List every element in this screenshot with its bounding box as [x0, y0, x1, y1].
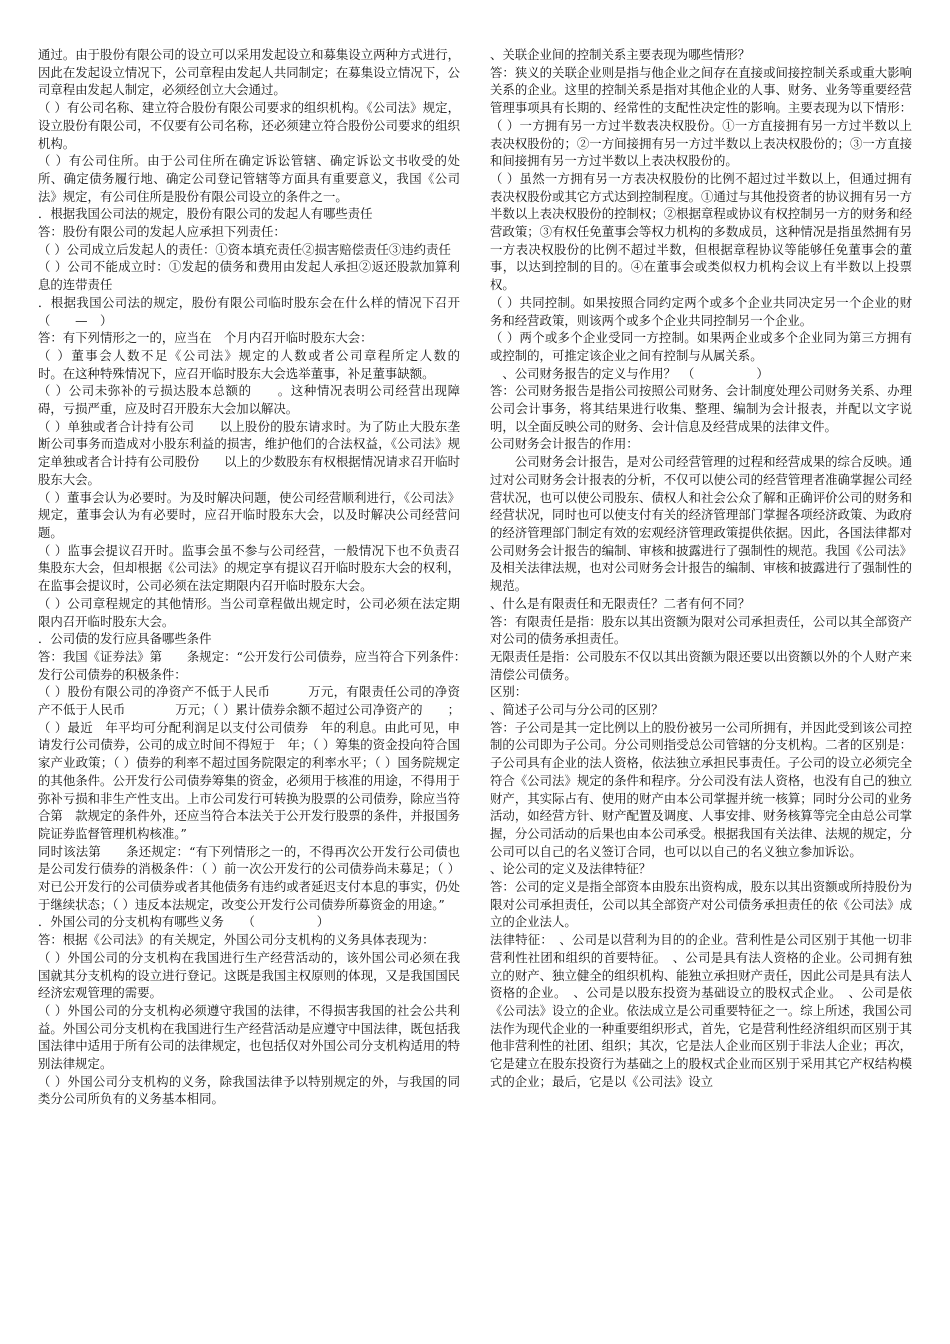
paragraph: 公司财务会计报告的作用： [490, 436, 639, 452]
paragraph: （ ）公司章程规定的其他情形。当公司章程做出规定时，公司必须在法定期限内召开临时股东大会。 [38, 595, 460, 629]
question-heading: ．根据我国公司法的规定，股份有限公司临时股东会在什么样的情况下召开 （ — ） [38, 294, 460, 328]
answer-paragraph: 答：股份有限公司的发起人应承担下列责任： [38, 224, 286, 240]
paragraph: （ ）公司成立后发起人的责任：①资本填充责任②损害赔偿责任③违约责任 [38, 241, 451, 257]
left-column [38, 46, 485, 1324]
paragraph: 公司财务会计报告，是对公司经营管理的过程和经营成果的综合反映。通过对公司财务会计报表的分析，不仅可以使公司的经营管理者准确掌握公司经营状况，也可以使公司股东、债权人和社会公众了解和正确评价公司的财务和经营状况，同时也可以使支付有关的经济管理部门掌握各项经济政策、为政府的经济管理部门制定有效的宏观经济管理政策提供依据。因此，各国法律都对公司财务会计报告的编制、审核和披露进行了强制性的规范。我国《公司法》及相关法律法规，也对公司财务会计报告的编制、审核和披露进行了强制性的规范。 [490, 454, 912, 594]
answer-paragraph: 答：有限责任是指：股东以其出资额为限对公司承担责任，公司以其全部资产对公司的债务承担责任。 [490, 613, 912, 647]
paragraph: （ ）有公司住所。由于公司住所在确定诉讼管辖、确定诉讼文书收受的处所、确定债务履行地、确定公司登记管辖等方面具有重要意义，我国《公司法》规定，有公司住所是股份有限公司设立的条件之一。 [38, 153, 460, 204]
question-heading: 、论公司的定义及法律特征？ [490, 861, 652, 877]
answer-paragraph: 答：狭义的关联企业则是指与他企业之间存在直接或间接控制关系或重大影响关系的企业。这里的控制关系是指对其他企业的人事、财务、业务等重要经营管理事项具有长期的、经常性的支配性决定性的影响。主要表现为以下情形：（ ）一方拥有另一方过半数表决权股份。①一方直接拥有另一方过半数以上表决权股份的；②一方间接拥有另一方过半数以上表决权股份的；③一方直接和间接拥有另一方过半数以上表决权股份的。 [490, 64, 912, 169]
question-heading: 、关联企业间的控制关系主要表现为哪些情形？ [490, 47, 751, 62]
paragraph: （ ）外国公司的分支机构必须遵守我国的法律，不得损害我国的社会公共利益。外国公司分支机构在我国进行生产经营活动是应遵守中国法律，既包括我国法律中适用于所有公司的法律规定，也包括仅对外国公司分支机构适用的特别法律规定。 [38, 1002, 460, 1072]
paragraph: 同时该法第 条还规定：“有下列情形之一的，不得再次公开发行公司债也是公司发行债券的消极条件：（ ）前一次公开发行的公司债券尚未募足；（ ）对已公开发行的公司债券或者其他债务有违约或者延迟支付本息的事实，仍处于继续状态；（ ）违反本法规定，改变公开发行公司债券所募资金的用途。” [38, 843, 460, 912]
paragraph: （ ）监事会提议召开时。监事会虽不参与公司经营，一般情况下也不负责召集股东大会，但却根据《公司法》的规定享有提议召开临时股东大会的权利，在监事会提议时，公司必须在法定期限内召开临时股东大会。 [38, 542, 460, 594]
question-heading: ．公司债的发行应具备哪些条件 [38, 631, 212, 647]
paragraph: （ ）共同控制。如果按照合同约定两个或多个企业共同决定另一个企业的财务和经营政策，则该两个或多个企业共同控制另一个企业。 [490, 294, 912, 328]
paragraph: 区别： [490, 684, 528, 700]
paragraph: （ ）虽然一方拥有另一方表决权股份的比例不超过过半数以上，但通过拥有表决权股份或其它方式达到控制程度。①通过与其他投资者的协议拥有另一方半数以上表决权股份的控制权；②根据章程或协议有权控制另一方的财务和经营政策；③有权任免董事会等权力机构的多数成员，这种情况是指虽然拥有另一方表决权股份的比例不超过半数，但根据章程协议等能够任免董事会的董事，以达到控制的目的。④在董事会或类似权力机构会议上有半数以上投票权。 [490, 170, 912, 293]
answer-paragraph: 答：根据《公司法》的有关规定，外国公司分支机构的义务具体表现为： [38, 932, 435, 948]
paragraph: 通过。由于股份有限公司的设立可以采用发起设立和募集设立两种方式进行，因此在发起设立情况下，公司章程由发起人共同制定；在募集设立情况下，公司章程由发起人制定，必须经创立大会通过。 [38, 47, 460, 98]
paragraph: （ ）公司不能成立时：①发起的债务和费用由发起人承担②返还股款加算利息的连带责任 [38, 259, 460, 293]
paragraph: （ ）单独或者合计持有公司 以上股份的股东请求时。为了防止大股东垄断公司事务而造成对小股东利益的损害，维护他们的合法权益，《公司法》规定单独或者合计持有公司股份 以上的少数股东有权根据情况请求召开临时股东大会。 [38, 418, 460, 487]
question-heading: ．外国公司的分支机构有哪些义务 （ ） [38, 914, 330, 930]
answer-paragraph: 答：子公司是其一定比例以上的股份被另一公司所拥有，并因此受到该公司控制的公司即为子公司。分公司则指受总公司管辖的分支机构。二者的区别是：子公司具有企业的法人资格，依法独立承担民事责任。子公司的设立必须完全符合《公司法》规定的条件和程序。分公司没有法人资格，也没有自己的独立财产，其实际占有、使用的财产由本公司掌握并统一核算；同时分公司的业务活动，如经营方针、财产配置及调度、人事安排、财务核算等完全由总公司掌握，分公司活动的后果也由本公司承受。根据我国有关法律、法规的规定，分公司可以自己的名义签订合同，也可以以自己的名义独立参加诉讼。 [490, 719, 912, 859]
paragraph: （ ）外国公司的分支机构在我国进行生产经营活动的，该外国公司必须在我国就其分支机构的设立进行登记。这既是我国主权原则的体现，又是我国国民经济宏观管理的需要。 [38, 949, 460, 1001]
paragraph: （ ）董事会认为必要时。为及时解决问题，使公司经营顺利进行，《公司法》规定，董事会认为有必要时，应召开临时股东大会，以及时解决公司经营问题。 [38, 489, 460, 540]
paragraph: 法律特征： 、公司是以营利为目的的企业。营利性是公司区别于其他一切非营利性社团和组织的首要特征。 、公司是具有法人资格的企业。公司拥有独立的财产、独立健全的组织机构、能独立承担财产责任，因此公司是具有法人资格的企业。 、公司是以股东投资为基础设立的股权式企业。 、公司是依《公司法》设立的企业。依法成立是公司重要特征之一。综上所述，我国公司法作为现代企业的一种重要组织形式，首先，它是营利性经济组织而区别于其他非营利性的社团、组织；其次，它是法人企业而区别于非法人企业；再次，它是建立在股东投资行为基础之上的股权式企业而区别于采用其它产权结构模式的企业；最后，它是以《公司法》设立 [490, 932, 912, 1089]
question-heading: 、公司财务报告的定义与作用？ （ ） [490, 365, 769, 381]
paragraph: （ ）公司未弥补的亏损达股本总额的 。这种情况表明公司经营出现障碍，亏损严重，应及时召开股东大会加以解决。 [38, 383, 460, 417]
paragraph: （ ）董事会人数不足《公司法》规定的人数或者公司章程所定人数的 时。在这种特殊情况下，应召开临时股东大会选举董事，补足董事缺额。 [38, 347, 485, 381]
answer-paragraph: 答：公司的定义是指全部资本由股东出资构成，股东以其出资额或所持股份为限对公司承担责任，公司以其全部资产对公司债务承担责任的依《公司法》成立的企业法人。 [490, 879, 912, 930]
paragraph: （ ）有公司名称、建立符合股份有限公司要求的组织机构。《公司法》规定，设立股份有限公司，不仅要有公司名称，还必须建立符合股份公司要求的组织机构。 [38, 100, 460, 151]
answer-paragraph: 答：有下列情形之一的，应当在 个月内召开临时股东大会： [38, 330, 373, 346]
paragraph: （ ）两个或多个企业受同一方控制。如果两企业或多个企业同为第三方拥有或控制的，可推定该企业之间有控制与从属关系。 [490, 330, 912, 363]
question-heading: ．根据我国公司法的规定，股份有限公司的发起人有哪些责任 [38, 206, 373, 222]
answer-paragraph: 答：我国《证券法》第 条规定：“公开发行公司债券，应当符合下列条件： 发行公司债券的积极条件： [38, 648, 485, 682]
right-column [490, 46, 912, 1324]
paragraph: 无限责任是指：公司股东不仅以其出资额为限还要以出资额以外的个人财产来清偿公司债务。 [490, 648, 912, 682]
question-heading: 、什么是有限责任和无限责任？二者有何不同？ [490, 595, 751, 611]
question-heading: 、简述子公司与分公司的区别？ [490, 702, 664, 718]
paragraph: （ ）外国公司分支机构的义务，除我国法律予以特别规定的外，与我国的同类分公司所负有的义务基本相同。 [38, 1073, 460, 1107]
paragraph: （ ）股份有限公司的净资产不低于人民币 万元，有限责任公司的净资产不低于人民币 万元；（ ）累计债券余额不超过公司净资产的 ；（ ）最近 年平均可分配利润足以支付公司债券 年的利息。由此可见，申请发行公司债券，公司的成立时间不得短于 年；（ ）筹集的资金投向符合国家产业政策；（ ）债券的利率不超过国务院限定的利率水平；（ ）国务院规定的其他条件。公开发行公司债券筹集的资金，必须用于核准的用途，不得用于弥补亏损和非生产性支出。上市公司发行可转换为股票的公司债券，除应当符合第 款规定的条件外，还应当符合本法关于公开发行股票的条件，并报国务院证券监督管理机构核准。” [38, 684, 460, 841]
answer-paragraph: 答：公司财务报告是指公司按照公司财务、会计制度处理公司财务关系、办理公司会计事务，将其结果进行收集、整理、编制为会计报表，并配以文字说明，以全面反映公司的财务、会计信息及经营成果的法律文件。 [490, 383, 912, 434]
